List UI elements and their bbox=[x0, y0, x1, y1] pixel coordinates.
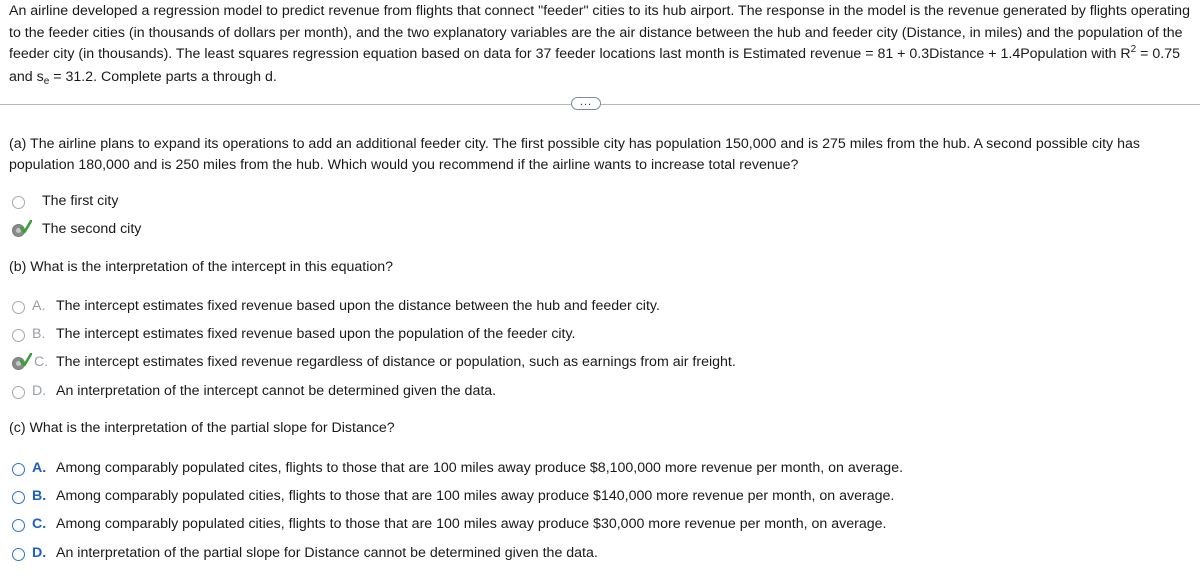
option-text: An interpretation of the partial slope for Distance cannot be determined given the data. bbox=[56, 545, 598, 561]
option-text: The intercept estimates fixed revenue based upon the distance between the hub and feeder city. bbox=[56, 298, 660, 314]
radio-button[interactable] bbox=[12, 548, 25, 561]
correct-check-icon bbox=[20, 353, 32, 367]
option-text: Among comparably populated cities, flights to those that are 100 miles away produce $30,000 more revenue per month, on average. bbox=[56, 516, 887, 532]
correct-check-icon bbox=[20, 220, 32, 234]
option-text: The intercept estimates fixed revenue based upon the population of the feeder city. bbox=[56, 326, 576, 342]
option-letter: B. bbox=[32, 326, 46, 342]
radio-button[interactable] bbox=[12, 329, 25, 342]
option-text: An interpretation of the intercept cannot be determined given the data. bbox=[56, 383, 497, 399]
radio-button[interactable] bbox=[12, 519, 25, 532]
radio-button[interactable] bbox=[12, 491, 25, 504]
option-letter: B. bbox=[32, 488, 47, 504]
intro-mid-text: = 0.75 and s bbox=[9, 46, 1180, 85]
part-c-option-b[interactable] bbox=[0, 487, 1100, 507]
part-c-option-a[interactable] bbox=[0, 459, 1100, 479]
option-text: Among comparably populated cities, flights to those that are 100 miles away produce $140,000 more revenue per month, on average. bbox=[56, 488, 895, 504]
option-letter: D. bbox=[32, 383, 47, 399]
radio-button[interactable] bbox=[12, 301, 25, 314]
problem-statement bbox=[9, 1, 1194, 89]
option-letter: C. bbox=[34, 354, 49, 370]
intro-end-text: = 31.2. Complete parts a through d. bbox=[49, 68, 277, 85]
option-text: Among comparably populated cites, flights to those that are 100 miles away produce $8,100,000 more revenue per month, on average. bbox=[56, 460, 904, 476]
part-b-question: (b) What is the interpretation of the intercept in this equation? bbox=[9, 259, 394, 275]
part-a-option-1[interactable] bbox=[0, 192, 1100, 212]
part-b-option-c[interactable] bbox=[0, 353, 1100, 373]
option-letter: A. bbox=[32, 298, 46, 314]
se-subscript: e bbox=[43, 75, 50, 87]
r-squared-superscript: 2 bbox=[1130, 44, 1137, 55]
part-a-question: (a) The airline plans to expand its operations to add an additional feeder city. The first possible city has population 150,000 and is 275 miles from the hub. A second possible city has population 180,000 and is 250 miles from the hub. Which would you recommend if the airline wants to increase total revenue? bbox=[9, 136, 1140, 173]
part-c-option-d[interactable] bbox=[0, 544, 1100, 564]
intro-text: An airline developed a regression model to predict revenue from flights that connect "feeder" cities to its hub airport. The response in the model is the revenue generated by flights operating to the feeder cities (in thousands of dollars per month), and the two explanatory variables are the air distance between the hub and feeder city (Distance, in miles) and the population of the feeder city (in thousands). The least squares regression equation based on data for 37 feeder locations last month is Estimated revenue = 81 + 0.3Distance + 1.4Population with R bbox=[9, 3, 1190, 62]
option-label: The first city bbox=[42, 193, 119, 209]
part-c-question: (c) What is the interpretation of the partial slope for Distance? bbox=[9, 420, 395, 436]
option-label: The second city bbox=[42, 221, 142, 237]
option-letter: A. bbox=[32, 460, 47, 476]
option-letter: C. bbox=[32, 516, 47, 532]
option-letter: D. bbox=[32, 545, 47, 561]
part-a-option-2[interactable] bbox=[0, 220, 1100, 240]
part-b-option-b[interactable] bbox=[0, 325, 1100, 345]
part-b-option-a[interactable] bbox=[0, 297, 1100, 317]
part-c-option-c[interactable] bbox=[0, 515, 1100, 535]
radio-button[interactable] bbox=[12, 463, 25, 476]
radio-button[interactable] bbox=[12, 386, 25, 399]
part-b-option-d[interactable] bbox=[0, 382, 1100, 402]
radio-button[interactable] bbox=[12, 196, 25, 209]
expand-more-button[interactable]: ... bbox=[571, 97, 601, 110]
option-text: The intercept estimates fixed revenue regardless of distance or population, such as earnings from air freight. bbox=[56, 354, 736, 370]
